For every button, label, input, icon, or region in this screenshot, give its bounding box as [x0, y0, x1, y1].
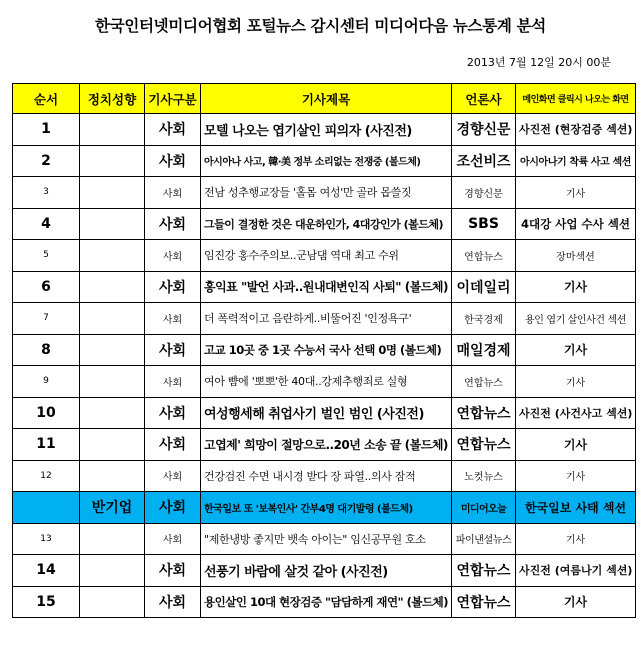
table-header-row — [13, 84, 636, 114]
rank-cell: 12 — [13, 460, 80, 492]
source-cell: 경향신문 — [452, 114, 516, 146]
screen-cell: 장마섹션 — [516, 240, 636, 272]
article-title-cell: 그들이 결정한 것은 대운하인가, 4대강인가 (볼드체) — [201, 208, 452, 240]
screen-cell: 기사 — [516, 586, 636, 618]
screen-cell: 사진전 (사건사고 섹션) — [516, 397, 636, 429]
political-lean-cell — [80, 586, 145, 618]
screen-cell: 기사 — [516, 429, 636, 461]
political-lean-cell — [80, 429, 145, 461]
column-header-title: 기사제목 — [201, 84, 452, 114]
category-cell: 사회 — [145, 334, 201, 366]
category-cell: 사회 — [145, 555, 201, 587]
table-row — [13, 492, 636, 524]
article-title-cell: 여아 뺨에 '뽀뽀'한 40대..강제추행죄로 실형 — [201, 366, 452, 398]
column-header-political-lean: 정치성향 — [80, 84, 145, 114]
table-row — [13, 208, 636, 240]
column-header-source: 언론사 — [452, 84, 516, 114]
political-lean-cell — [80, 303, 145, 335]
table-row — [13, 271, 636, 303]
article-title-cell: 선풍기 바람에 살것 같아 (사진전) — [201, 555, 452, 587]
column-header-screen: 메인화면 클릭시 나오는 화면 — [516, 84, 636, 114]
article-title-cell: 홍익표 "발언 사과..원내대변인직 사퇴" (볼드체) — [201, 271, 452, 303]
category-cell: 사회 — [145, 586, 201, 618]
article-title-cell: 여성행세해 취업사기 벌인 범인 (사진전) — [201, 397, 452, 429]
source-cell: 한국경제 — [452, 303, 516, 335]
source-cell: 연합뉴스 — [452, 366, 516, 398]
rank-cell: 11 — [13, 429, 80, 461]
table-row — [13, 303, 636, 335]
category-cell: 사회 — [145, 492, 201, 524]
screen-cell: 사진전 (현장검증 섹션) — [516, 114, 636, 146]
source-cell: SBS — [452, 208, 516, 240]
table-row — [13, 334, 636, 366]
table-row — [13, 366, 636, 398]
rank-cell: 13 — [13, 523, 80, 555]
political-lean-cell — [80, 397, 145, 429]
table-row — [13, 586, 636, 618]
rank-cell — [13, 492, 80, 524]
rank-cell: 7 — [13, 303, 80, 335]
table-row — [13, 177, 636, 209]
rank-cell: 2 — [13, 145, 80, 177]
table-row — [13, 429, 636, 461]
political-lean-cell — [80, 145, 145, 177]
rank-cell: 8 — [13, 334, 80, 366]
page-title: 한국인터넷미디어협회 포털뉴스 감시센터 미디어다음 뉴스통계 분석 — [94, 17, 546, 35]
political-lean-cell — [80, 177, 145, 209]
article-title-cell: 아시아나 사고, 韓·美 정부 소리없는 전쟁중 (볼드체) — [201, 145, 452, 177]
source-cell: 경향신문 — [452, 177, 516, 209]
political-lean-cell — [80, 460, 145, 492]
category-cell: 사회 — [145, 429, 201, 461]
category-cell: 사회 — [145, 397, 201, 429]
article-title-cell: 더 폭력적이고 음란하게..비뚤어진 '인정욕구' — [201, 303, 452, 335]
article-title-cell: 한국일보 또 '보복인사' 간부4명 대기발령 (볼드체) — [201, 492, 452, 524]
rank-cell: 1 — [13, 114, 80, 146]
table-row — [13, 460, 636, 492]
screen-cell: 기사 — [516, 177, 636, 209]
news-stats-table — [12, 83, 636, 618]
category-cell: 사회 — [145, 145, 201, 177]
screen-cell: 아시아나기 착륙 사고 섹션 — [516, 145, 636, 177]
category-cell: 사회 — [145, 177, 201, 209]
source-cell: 미디어오늘 — [452, 492, 516, 524]
column-header-rank: 순서 — [13, 84, 80, 114]
category-cell: 사회 — [145, 523, 201, 555]
category-cell: 사회 — [145, 366, 201, 398]
screen-cell: 기사 — [516, 460, 636, 492]
column-header-category: 기사구분 — [145, 84, 201, 114]
source-cell: 조선비즈 — [452, 145, 516, 177]
source-cell: 파이낸셜뉴스 — [452, 523, 516, 555]
category-cell: 사회 — [145, 208, 201, 240]
source-cell: 연합뉴스 — [452, 240, 516, 272]
political-lean-cell — [80, 208, 145, 240]
screen-cell: 기사 — [516, 271, 636, 303]
political-lean-cell — [80, 334, 145, 366]
political-lean-cell — [80, 366, 145, 398]
rank-cell: 3 — [13, 177, 80, 209]
table-row — [13, 240, 636, 272]
table-row — [13, 555, 636, 587]
article-title-cell: 고엽제' 희망이 절망으로..20년 소송 끝 (볼드체) — [201, 429, 452, 461]
category-cell: 사회 — [145, 114, 201, 146]
rank-cell: 6 — [13, 271, 80, 303]
category-cell: 사회 — [145, 240, 201, 272]
rank-cell: 4 — [13, 208, 80, 240]
source-cell: 연합뉴스 — [452, 397, 516, 429]
screen-cell: 4대강 사업 수사 섹션 — [516, 208, 636, 240]
table-row — [13, 397, 636, 429]
screen-cell: 기사 — [516, 366, 636, 398]
table-row — [13, 114, 636, 146]
rank-cell: 10 — [13, 397, 80, 429]
table-row — [13, 523, 636, 555]
source-cell: 연합뉴스 — [452, 586, 516, 618]
source-cell: 연합뉴스 — [452, 429, 516, 461]
screen-cell: 사진전 (여름나기 섹션) — [516, 555, 636, 587]
category-cell: 사회 — [145, 271, 201, 303]
rank-cell: 14 — [13, 555, 80, 587]
report-timestamp: 2013년 7월 12일 20시 00분 — [466, 56, 611, 69]
source-cell: 연합뉴스 — [452, 555, 516, 587]
political-lean-cell — [80, 114, 145, 146]
article-title-cell: 모텔 나오는 엽기살인 피의자 (사진전) — [201, 114, 452, 146]
political-lean-cell — [80, 240, 145, 272]
table-row — [13, 145, 636, 177]
screen-cell: 용인 엽기 살인사건 섹션 — [516, 303, 636, 335]
rank-cell: 5 — [13, 240, 80, 272]
political-lean-cell: 반기업 — [80, 492, 145, 524]
political-lean-cell — [80, 523, 145, 555]
political-lean-cell — [80, 271, 145, 303]
article-title-cell: 고교 10곳 중 1곳 수능서 국사 선택 0명 (볼드체) — [201, 334, 452, 366]
rank-cell: 9 — [13, 366, 80, 398]
rank-cell: 15 — [13, 586, 80, 618]
article-title-cell: 건강검진 수면 내시경 받다 장 파열..의사 잠적 — [201, 460, 452, 492]
screen-cell: 기사 — [516, 334, 636, 366]
article-title-cell: 임진강 홍수주의보..군남댐 역대 최고 수위 — [201, 240, 452, 272]
political-lean-cell — [80, 555, 145, 587]
source-cell: 매일경제 — [452, 334, 516, 366]
screen-cell: 기사 — [516, 523, 636, 555]
screen-cell: 한국일보 사태 섹션 — [516, 492, 636, 524]
category-cell: 사회 — [145, 303, 201, 335]
source-cell: 이데일리 — [452, 271, 516, 303]
article-title-cell: "제한냉방 좋지만 뱃속 아이는" 임신공무원 호소 — [201, 523, 452, 555]
category-cell: 사회 — [145, 460, 201, 492]
article-title-cell: 전남 성추행교장들 '홀몸 여성'만 골라 몹쓸짓 — [201, 177, 452, 209]
article-title-cell: 용인살인 10대 현장검증 "담담하게 재연" (볼드체) — [201, 586, 452, 618]
source-cell: 노컷뉴스 — [452, 460, 516, 492]
